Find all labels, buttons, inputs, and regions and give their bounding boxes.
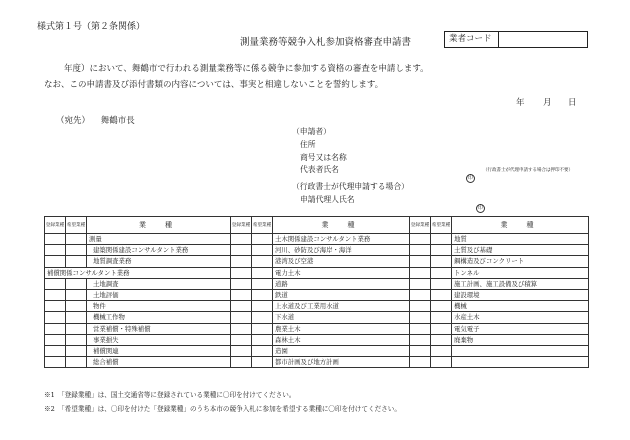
business-type-cell: 電気電子: [452, 323, 589, 334]
business-type-cell: 上水道及び工業用水道: [273, 301, 410, 312]
business-type-cell: 農業土木: [273, 323, 410, 334]
vendor-code-label: 業者コード: [445, 32, 499, 47]
vendor-code-field[interactable]: [499, 32, 587, 47]
col-desired: 希望業種: [252, 217, 273, 234]
business-type-cell: 事業損失: [87, 334, 231, 345]
desired-checkbox-cell[interactable]: [431, 345, 452, 356]
table-row: [45, 234, 589, 245]
business-type-cell: 土質及び基礎: [452, 245, 589, 256]
desired-checkbox-cell[interactable]: [431, 278, 452, 289]
registered-checkbox-cell[interactable]: [410, 345, 431, 356]
desired-checkbox-cell[interactable]: [66, 234, 87, 245]
table-row: [45, 256, 589, 267]
desired-checkbox-cell[interactable]: [252, 312, 273, 323]
registered-checkbox-cell[interactable]: [231, 301, 252, 312]
note-2: ※2 「希望業種」は、〇印を付けた「登録業種」のうち本市の競争入札に参加を希望する業種に〇印を付けてください。: [44, 405, 401, 413]
col-business-type: 業 種: [273, 217, 410, 234]
col-business-type: 業 種: [87, 217, 231, 234]
business-type-cell: 河川、砂防及び海岸・海洋: [273, 245, 410, 256]
desired-checkbox-cell[interactable]: [252, 245, 273, 256]
desired-checkbox-cell[interactable]: [252, 345, 273, 356]
col-business-type: 業 種: [452, 217, 589, 234]
desired-checkbox-cell[interactable]: [66, 289, 87, 300]
desired-checkbox-cell[interactable]: [252, 323, 273, 334]
registered-checkbox-cell[interactable]: [231, 278, 252, 289]
note-1: ※1 「登録業種」は、国土交通省等に登録されている業種に〇印を付けてください。: [44, 391, 296, 399]
desired-checkbox-cell[interactable]: [252, 267, 273, 278]
col-registered: 登録業種: [45, 217, 66, 234]
registered-checkbox-cell[interactable]: [410, 312, 431, 323]
desired-checkbox-cell[interactable]: [252, 357, 273, 368]
desired-checkbox-cell[interactable]: [431, 312, 452, 323]
registered-checkbox-cell[interactable]: [410, 267, 431, 278]
registered-checkbox-cell[interactable]: [410, 334, 431, 345]
desired-checkbox-cell[interactable]: [252, 278, 273, 289]
registered-checkbox-cell[interactable]: [231, 312, 252, 323]
business-type-cell: 地質調査業務: [87, 256, 231, 267]
registered-checkbox-cell[interactable]: [231, 334, 252, 345]
desired-checkbox-cell[interactable]: [431, 234, 452, 245]
business-type-cell: 補償関連: [87, 345, 231, 356]
table-row: [45, 312, 589, 323]
business-type-cell: 施工計画、施工設備及び積算: [452, 278, 589, 289]
col-desired: 希望業種: [66, 217, 87, 234]
col-desired: 希望業種: [431, 217, 452, 234]
business-type-cell: 港湾及び空港: [273, 256, 410, 267]
table-row: [45, 357, 589, 368]
business-type-table: [44, 216, 589, 368]
registered-checkbox-cell[interactable]: [45, 357, 66, 368]
desired-checkbox-cell[interactable]: [66, 334, 87, 345]
business-type-cell: 物件: [87, 301, 231, 312]
form-number: 様式第１号（第２条関係）: [37, 22, 146, 32]
address-label: 住所: [300, 140, 316, 149]
business-type-cell: 都市計画及び地方計画: [273, 357, 410, 368]
business-type-cell: 測量: [87, 234, 231, 245]
desired-checkbox-cell[interactable]: [431, 357, 452, 368]
business-type-cell: 総合補償: [87, 357, 231, 368]
registered-checkbox-cell[interactable]: [410, 245, 431, 256]
business-type-cell: 地質: [452, 234, 589, 245]
desired-checkbox-cell[interactable]: [431, 267, 452, 278]
desired-checkbox-cell[interactable]: [431, 301, 452, 312]
business-type-cell: 森林土木: [273, 334, 410, 345]
table-row: [45, 345, 589, 356]
desired-checkbox-cell[interactable]: [252, 334, 273, 345]
registered-checkbox-cell[interactable]: [410, 278, 431, 289]
business-type-cell: 営業補償・特殊補償: [87, 323, 231, 334]
business-type-cell: 建設環境: [452, 289, 589, 300]
table-row: [45, 245, 589, 256]
agent-name-label: 申請代理人氏名: [300, 195, 355, 204]
col-registered: 登録業種: [231, 217, 252, 234]
desired-checkbox-cell[interactable]: [431, 289, 452, 300]
agent-seal-icon: 印: [477, 205, 483, 211]
business-type-cell: 造園: [273, 345, 410, 356]
desired-checkbox-cell[interactable]: [66, 301, 87, 312]
date-year: 年: [516, 98, 525, 108]
business-type-cell: 機械工作物: [87, 312, 231, 323]
desired-checkbox-cell[interactable]: [66, 278, 87, 289]
form-title: 測量業務等競争入札参加資格審査申請書: [240, 37, 412, 48]
desired-checkbox-cell[interactable]: [66, 345, 87, 356]
business-type-cell: 水産土木: [452, 312, 589, 323]
registered-checkbox-cell[interactable]: [410, 323, 431, 334]
registered-checkbox-cell[interactable]: [45, 234, 66, 245]
registered-checkbox-cell[interactable]: [45, 256, 66, 267]
registered-checkbox-cell[interactable]: [45, 289, 66, 300]
business-type-cell: 鋼構造及びコンクリート: [452, 256, 589, 267]
registered-checkbox-cell[interactable]: [410, 256, 431, 267]
desired-checkbox-cell[interactable]: [252, 234, 273, 245]
addressee: [56, 114, 135, 126]
date-month: 月: [543, 98, 552, 108]
registered-checkbox-cell[interactable]: [410, 301, 431, 312]
agent-heading: （行政書士が代理申請する場合）: [292, 182, 409, 191]
desired-checkbox-cell[interactable]: [66, 256, 87, 267]
business-type-cell: [452, 345, 589, 356]
table-row: [45, 301, 589, 312]
col-registered: 登録業種: [410, 217, 431, 234]
desired-checkbox-cell[interactable]: [66, 245, 87, 256]
business-type-cell: 土地評価: [87, 289, 231, 300]
business-type-cell: 土地調査: [87, 278, 231, 289]
seal-note: （行政書士が代理申請する場合は押印不要）: [483, 168, 573, 173]
desired-checkbox-cell[interactable]: [431, 323, 452, 334]
registered-checkbox-cell[interactable]: [45, 278, 66, 289]
table-row: [45, 323, 589, 334]
registered-checkbox-cell[interactable]: [231, 323, 252, 334]
business-type-cell: 道路: [273, 278, 410, 289]
desired-checkbox-cell[interactable]: [431, 334, 452, 345]
business-type-cell: 補償関係コンサルタント業務: [45, 267, 231, 278]
intro-line-1: 年度）において、舞鶴市で行われる測量業務等に係る競争に参加する資格の審査を申請します。: [64, 64, 429, 74]
applicant-heading: （申請者）: [292, 127, 331, 136]
business-type-cell: 電力土木: [273, 267, 410, 278]
registered-checkbox-cell[interactable]: [45, 245, 66, 256]
registered-checkbox-cell[interactable]: [45, 345, 66, 356]
company-label: 商号又は名称: [300, 153, 347, 162]
desired-checkbox-cell[interactable]: [66, 312, 87, 323]
registered-checkbox-cell[interactable]: [410, 289, 431, 300]
vendor-code-box: [444, 31, 588, 48]
registered-checkbox-cell[interactable]: [45, 312, 66, 323]
registered-checkbox-cell[interactable]: [45, 323, 66, 334]
registered-checkbox-cell[interactable]: [231, 256, 252, 267]
registered-checkbox-cell[interactable]: [410, 357, 431, 368]
addressee-prefix: （宛先）: [56, 116, 91, 126]
business-type-cell: 機械: [452, 301, 589, 312]
registered-checkbox-cell[interactable]: [410, 234, 431, 245]
desired-checkbox-cell[interactable]: [431, 245, 452, 256]
date-day: 日: [568, 98, 577, 108]
registered-checkbox-cell[interactable]: [231, 345, 252, 356]
desired-checkbox-cell[interactable]: [252, 301, 273, 312]
desired-checkbox-cell[interactable]: [252, 289, 273, 300]
registered-checkbox-cell[interactable]: [45, 301, 66, 312]
table-row: [45, 267, 589, 278]
table-row: [45, 278, 589, 289]
business-type-cell: [452, 357, 589, 368]
desired-checkbox-cell[interactable]: [66, 357, 87, 368]
intro-line-2: なお、この申請書及び添付書類の内容については、事実と相違しないことを誓約します。: [44, 80, 384, 90]
registered-checkbox-cell[interactable]: [45, 334, 66, 345]
business-type-cell: トンネル: [452, 267, 589, 278]
representative-label: 代表者氏名: [300, 165, 339, 174]
registered-checkbox-cell[interactable]: [231, 289, 252, 300]
business-type-cell: 建築関係建設コンサルタント業務: [87, 245, 231, 256]
table-header-row: [45, 217, 589, 234]
business-type-cell: 土木関係建設コンサルタント業務: [273, 234, 410, 245]
registered-checkbox-cell[interactable]: [231, 245, 252, 256]
registered-checkbox-cell[interactable]: [231, 267, 252, 278]
table-row: [45, 334, 589, 345]
business-type-cell: 下水道: [273, 312, 410, 323]
business-type-cell: 廃棄物: [452, 334, 589, 345]
desired-checkbox-cell[interactable]: [252, 256, 273, 267]
registered-checkbox-cell[interactable]: [231, 357, 252, 368]
seal-icon: 印: [467, 175, 473, 181]
addressee-name: 舞鶴市長: [100, 116, 135, 126]
business-type-cell: 鉄道: [273, 289, 410, 300]
desired-checkbox-cell[interactable]: [66, 323, 87, 334]
desired-checkbox-cell[interactable]: [431, 256, 452, 267]
table-row: [45, 289, 589, 300]
registered-checkbox-cell[interactable]: [231, 234, 252, 245]
